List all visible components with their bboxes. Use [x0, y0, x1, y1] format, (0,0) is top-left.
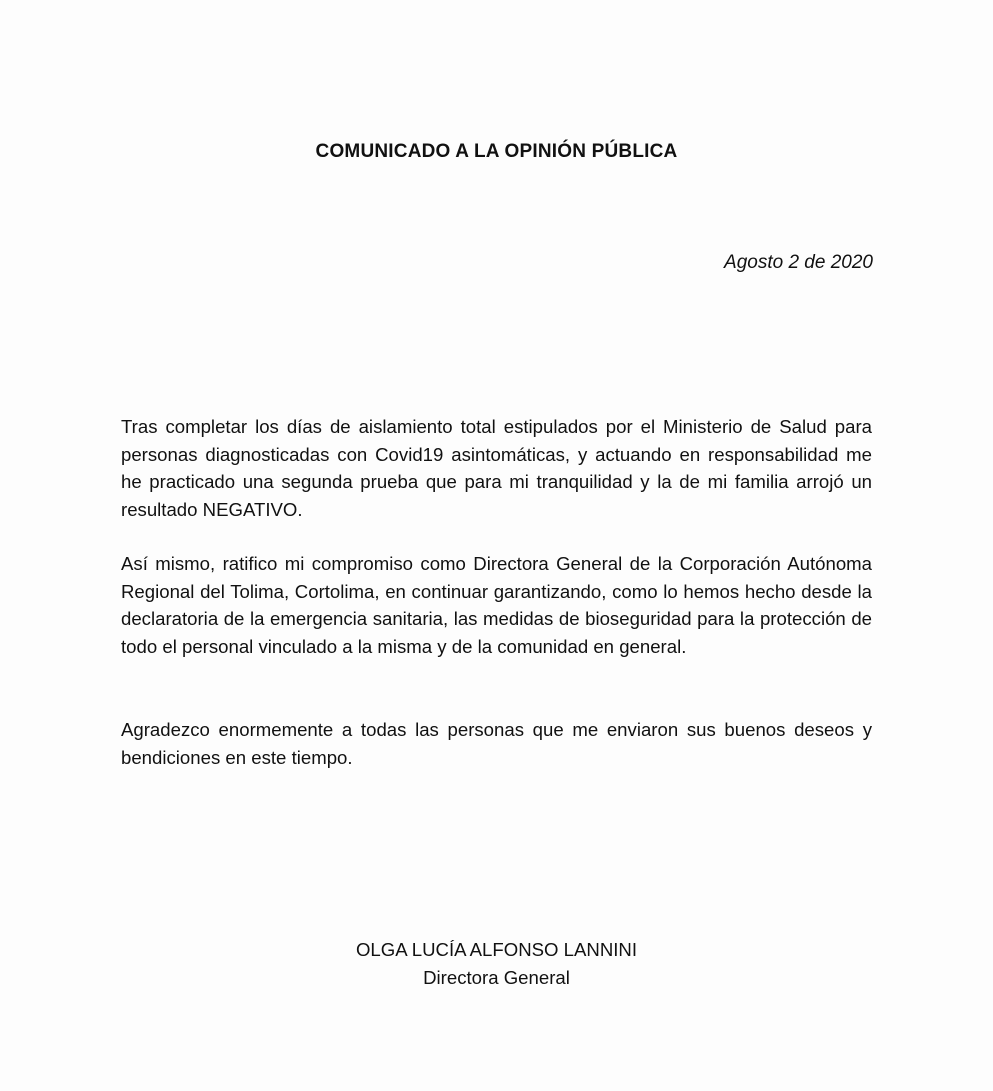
paragraph-3: Agradezco enormemente a todas las personas que me enviaron sus buenos deseos y bendiciones en este tiempo.: [121, 719, 872, 768]
paragraph-1: Tras completar los días de aislamiento total estipulados por el Ministerio de Salud para personas diagnosticadas con Covid19 asintomáticas, y actuando en responsabilidad me he practicado una segunda prueba que para mi tranquilidad y la de mi familia arrojó un resultado NEGATIVO.: [121, 416, 872, 520]
document-title: COMUNICADO A LA OPINIÓN PÚBLICA: [315, 141, 678, 162]
paragraph-2: Así mismo, ratifico mi compromiso como Directora General de la Corporación Autónoma Regional del Tolima, Cortolima, en continuar garantizando, como lo hemos hecho desde la declaratoria de la emergencia sanitaria, las medidas de bioseguridad para la protección de todo el personal vinculado a la misma y de la comunidad en general.: [121, 553, 872, 657]
signatory-position: Directora General: [423, 967, 570, 988]
document-date: Agosto 2 de 2020: [724, 252, 873, 273]
signatory-name: OLGA LUCÍA ALFONSO LANNINI: [355, 939, 638, 960]
signature-block: [0, 936, 993, 992]
